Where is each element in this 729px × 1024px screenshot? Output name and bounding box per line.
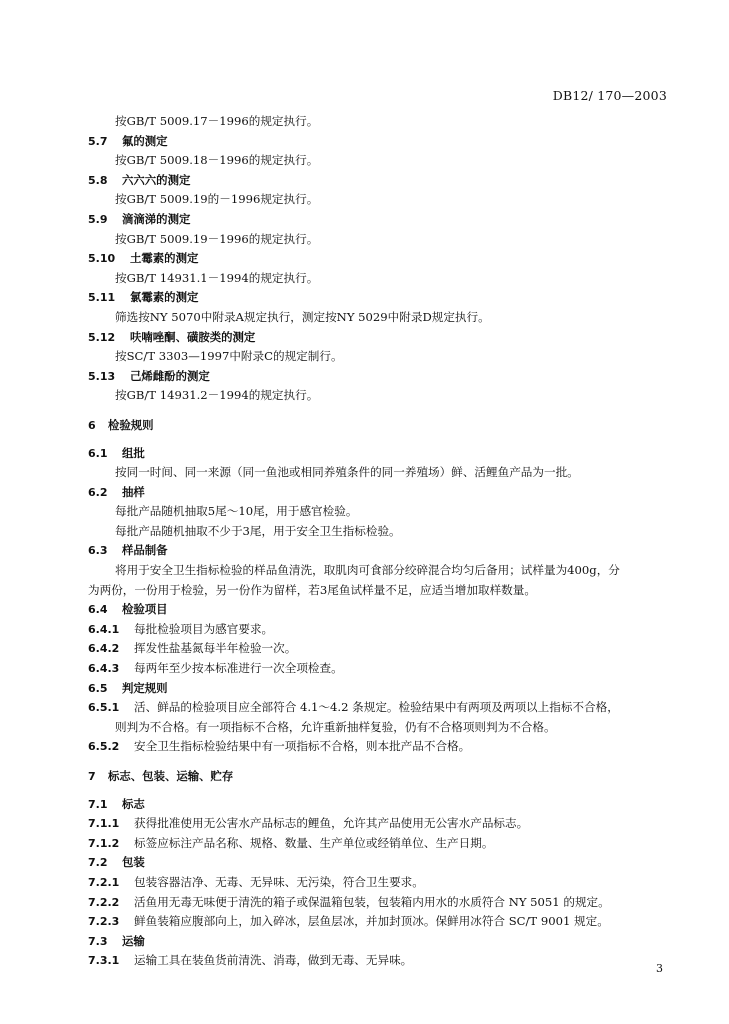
clause-continuation: 则判为不合格。有一项指标不合格，允许重新抽样复验，仍有不合格项则判为不合格。 xyxy=(115,719,556,734)
paragraph: 按GB/T 5009.19的－1996规定执行。 xyxy=(115,192,319,207)
page-number: 3 xyxy=(656,962,663,975)
paragraph: 将用于安全卫生指标检验的样品鱼清洗，取肌肉可食部分绞碎混合均匀后备用；试样量为400g，分 xyxy=(115,563,620,578)
clause: 7.2.2 活鱼用无毒无味便于清洗的箱子或保温箱包装，包装箱内用水的水质符合 NY 5051 的规定。 xyxy=(88,894,610,909)
clause: 6.5.2 安全卫生指标检验结果中有一项指标不合格，则本批产品不合格。 xyxy=(88,739,471,754)
section-heading: 6.4 检验项目 xyxy=(88,602,168,617)
paragraph: 每批产品随机抽取5尾～10尾，用于感官检验。 xyxy=(115,504,358,519)
section-heading: 5.9 滴滴涕的测定 xyxy=(88,211,191,226)
clause: 6.4.2 挥发性盐基氮每半年检验一次。 xyxy=(88,641,297,656)
paragraph: 按GB/T 5009.18－1996的规定执行。 xyxy=(115,153,319,168)
paragraph: 每批产品随机抽取不少于3尾，用于安全卫生指标检验。 xyxy=(115,523,401,538)
paragraph: 按SC/T 3303—1997中附录C的规定制行。 xyxy=(115,349,343,364)
section-heading: 6.1 组批 xyxy=(88,445,145,460)
section-heading: 6.3 样品制备 xyxy=(88,543,168,558)
clause: 7.1.1 获得批准使用无公害水产品标志的鲤鱼，允许其产品使用无公害水产品标志。 xyxy=(88,816,529,831)
paragraph: 按同一时间、同一来源（同一鱼池或相同养殖条件的同一养殖场）鲜、活鲤鱼产品为一批。 xyxy=(115,465,579,480)
paragraph: 按GB/T 5009.19－1996的规定执行。 xyxy=(115,231,319,246)
standard-code: DB12/ 170—2003 xyxy=(552,88,667,103)
section-heading: 5.11 氯霉素的测定 xyxy=(88,290,199,305)
section-heading: 5.13 己烯雌酚的测定 xyxy=(88,368,210,383)
section-heading: 7.3 运输 xyxy=(88,933,145,948)
clause: 7.2.3 鲜鱼装箱应腹部向上，加入碎冰，层鱼层冰，并加封顶冰。保鲜用冰符合 SC/T 9001 规定。 xyxy=(88,914,609,929)
chapter-heading: 6 检验规则 xyxy=(88,417,154,432)
clause: 6.4.3 每两年至少按本标准进行一次全项检查。 xyxy=(88,661,343,676)
paragraph-continuation: 为两份，一份用于检验，另一份作为留样，若3尾鱼试样量不足，应适当增加取样数量。 xyxy=(88,582,536,597)
paragraph: 按GB/T 14931.2－1994的规定执行。 xyxy=(115,388,319,403)
chapter-heading: 7 标志、包装、运输、贮存 xyxy=(88,769,234,783)
clause: 7.2.1 包装容器洁净、无毒、无异味、无污染，符合卫生要求。 xyxy=(88,874,424,889)
section-heading: 6.5 判定规则 xyxy=(88,680,168,695)
section-heading: 5.10 土霉素的测定 xyxy=(88,251,199,266)
paragraph: 筛选按NY 5070中附录A规定执行，测定按NY 5029中附录D规定执行。 xyxy=(115,309,490,324)
section-heading: 5.8 六六六的测定 xyxy=(88,172,191,187)
paragraph: 按GB/T 14931.1－1994的规定执行。 xyxy=(115,270,319,285)
clause: 7.3.1 运输工具在装鱼货前清洗、消毒，做到无毒、无异味。 xyxy=(88,953,413,968)
section-heading: 7.1 标志 xyxy=(88,796,145,811)
section-heading: 6.2 抽样 xyxy=(88,484,145,499)
clause: 6.5.1 活、鲜品的检验项目应全部符合 4.1～4.2 条规定。检验结果中有两项及两项以上指标不合格， xyxy=(88,700,619,715)
section-heading: 5.7 氟的测定 xyxy=(88,133,168,148)
clause: 6.4.1 每批检验项目为感官要求。 xyxy=(88,621,274,636)
section-heading: 7.2 包装 xyxy=(88,855,145,870)
clause: 7.1.2 标签应标注产品名称、规格、数量、生产单位或经销单位、生产日期。 xyxy=(88,835,494,850)
document-body xyxy=(88,112,668,971)
paragraph: 按GB/T 5009.17－1996的规定执行。 xyxy=(115,114,319,128)
section-heading: 5.12 呋喃唑酮、磺胺类的测定 xyxy=(88,329,256,344)
